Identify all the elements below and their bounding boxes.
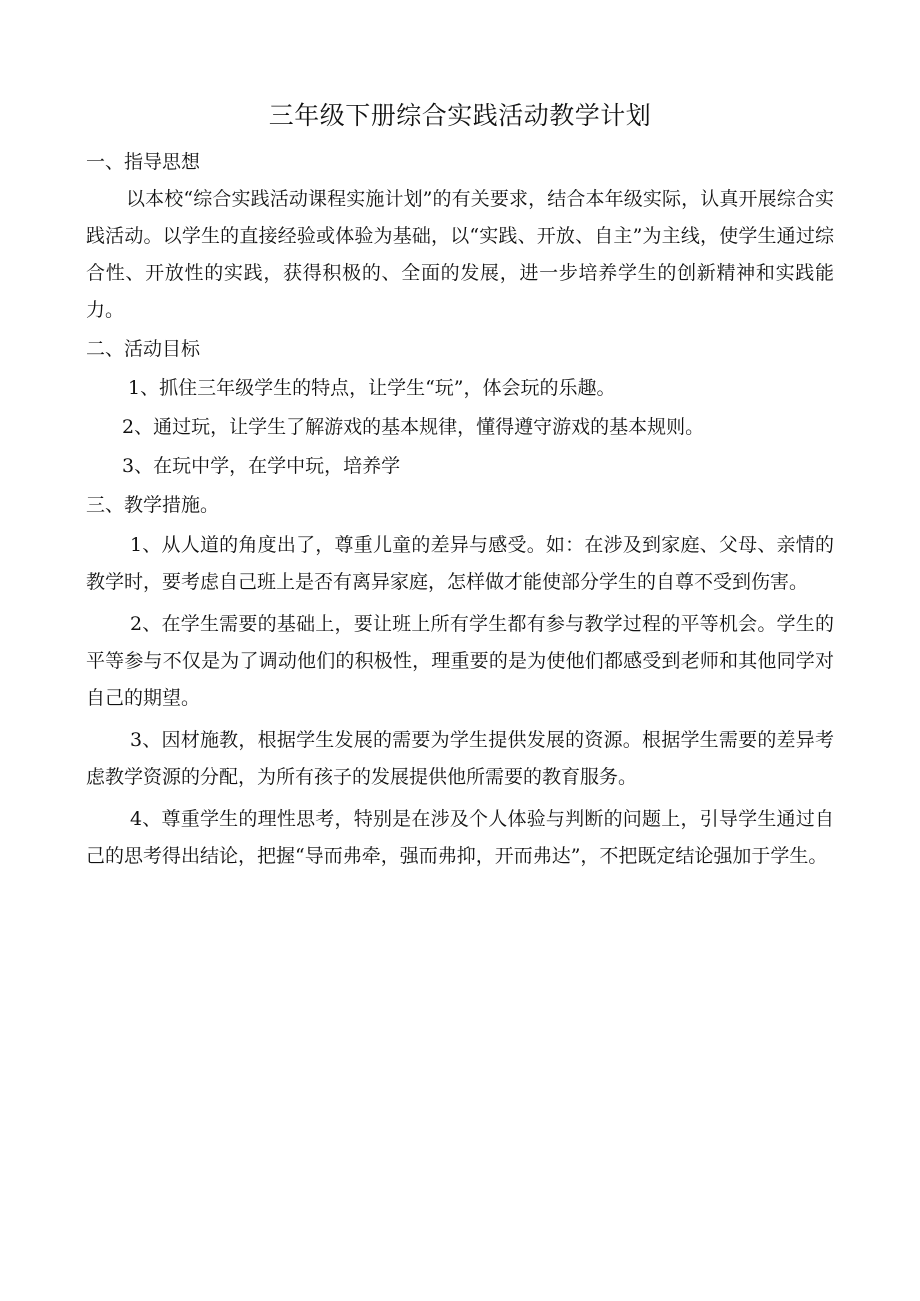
section-heading: 二、活动目标 xyxy=(86,338,201,360)
document-title: 三年级下册综合实践活动教学计划 xyxy=(268,101,652,130)
document-body xyxy=(86,144,834,875)
section-teaching-measures xyxy=(86,487,834,875)
list-item: 4、尊重学生的理性思考，特别是在涉及个人体验与判断的问题上，引导学生通过自己的思考得出结论，把握“导而弗牵，强而弗抑，开而弗达”，不把既定结论强加于学生。 xyxy=(86,808,834,867)
paragraph: 以本校“综合实践活动课程实施计划”的有关要求，结合本年级实际，认真开展综合实践活动。以学生的直接经验或体验为基础，以“实践、开放、自主”为主线，使学生通过综合性、开放性的实践，获得积极的、全面的发展，进一步培养学生的创新精神和实践能力。 xyxy=(86,188,834,321)
list-item: 2、在学生需要的基础上，要让班上所有学生都有参与教学过程的平等机会。学生的平等参与不仅是为了调动他们的积极性，理重要的是为使他们都感受到老师和其他同学对自己的期望。 xyxy=(86,613,834,709)
section-activity-goals xyxy=(86,331,834,485)
list-item: 1、从人道的角度出了，尊重儿童的差异与感受。如：在涉及到家庭、父母、亲情的教学时，要考虑自己班上是否有离异家庭，怎样做才能使部分学生的自尊不受到伤害。 xyxy=(86,534,834,593)
list-item: 1、抓住三年级学生的特点，让学生“玩”，体会玩的乐趣。 xyxy=(128,377,616,399)
section-heading: 一、指导思想 xyxy=(86,151,201,173)
section-guiding-thought xyxy=(86,144,834,329)
section-heading: 三、教学措施。 xyxy=(86,494,220,516)
list-item: 2、通过玩，让学生了解游戏的基本规律，懂得遵守游戏的基本规则。 xyxy=(122,416,705,438)
list-item: 3、在玩中学，在学中玩，培养学 xyxy=(122,455,401,477)
list-item: 3、因材施教，根据学生发展的需要为学生提供发展的资源。根据学生需要的差异考虑教学资源的分配，为所有孩子的发展提供他所需要的教育服务。 xyxy=(86,729,834,788)
